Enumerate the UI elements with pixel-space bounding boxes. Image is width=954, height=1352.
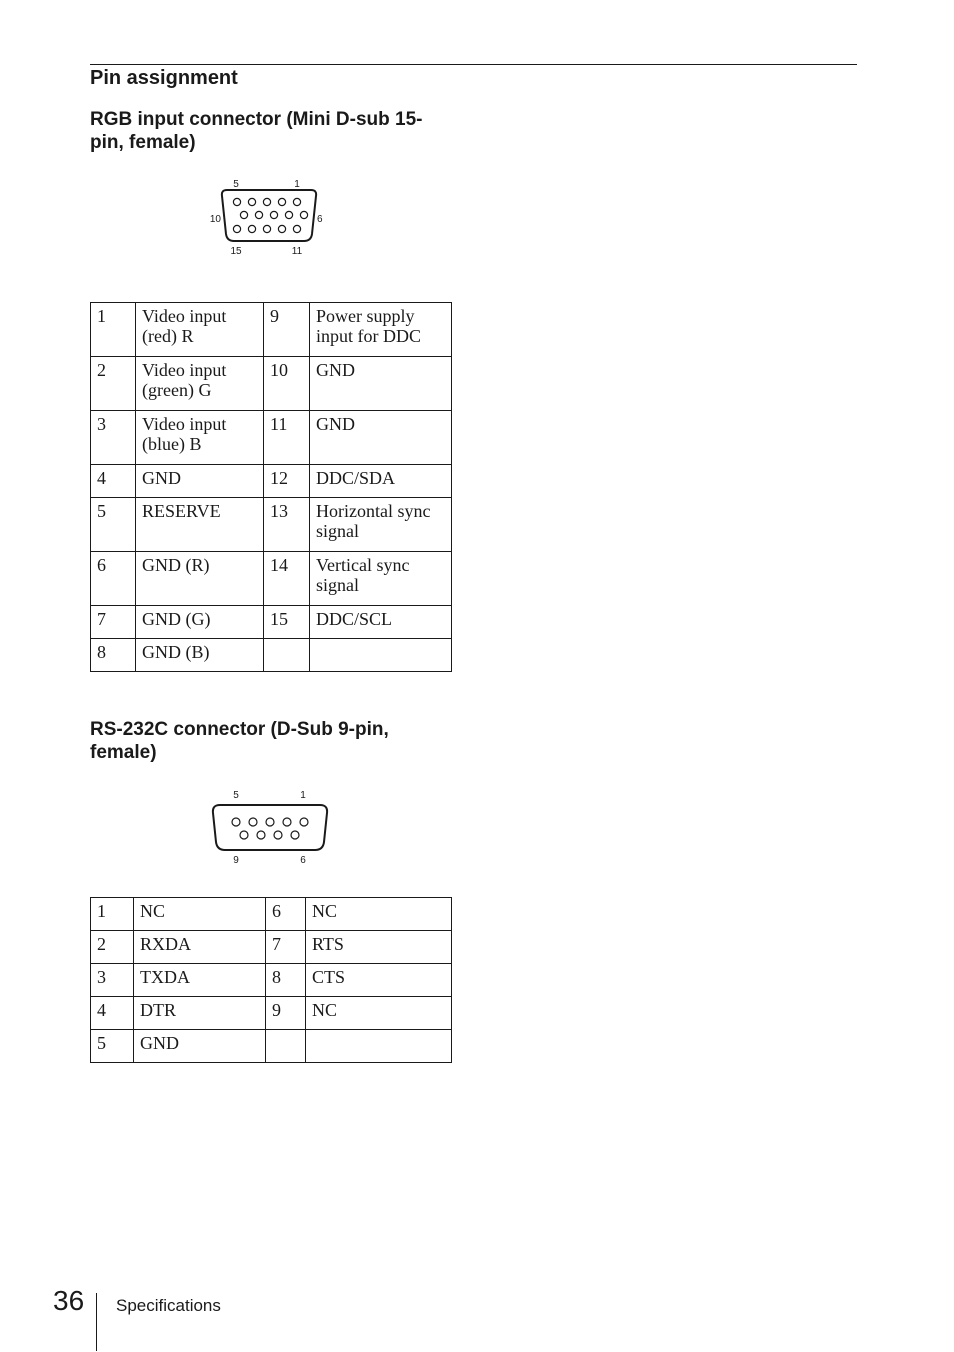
pin-signal: RTS [306, 931, 452, 964]
rgb-label-mid-right: 6 [317, 214, 323, 225]
pin-signal: Vertical sync signal [310, 552, 452, 606]
rgb-label-bottom-left: 15 [230, 246, 242, 257]
table-row [91, 1030, 452, 1063]
rs232c-pin-holes [232, 818, 308, 839]
pin-number: 1 [91, 303, 136, 357]
rs232c-connector-shell [213, 805, 327, 850]
rs232c-connector-diagram [200, 782, 340, 872]
rs232c-label-bottom-left: 9 [233, 855, 239, 866]
table-row [91, 931, 452, 964]
pin-number: 2 [91, 357, 136, 411]
pin-signal: DTR [134, 997, 266, 1030]
pin-number: 15 [264, 606, 310, 639]
pin-signal: Power supply input for DDC [310, 303, 452, 357]
rs232c-label-bottom-right: 6 [300, 855, 306, 866]
pin-number: 3 [91, 964, 134, 997]
pin-number: 8 [266, 964, 306, 997]
pin-signal: Video input (red) R [136, 303, 264, 357]
pin-signal: GND [310, 411, 452, 465]
table-row [91, 465, 452, 498]
pin-number: 13 [264, 498, 310, 552]
pin-signal: DDC/SCL [310, 606, 452, 639]
rs232c-label-top-left: 5 [233, 790, 239, 801]
pin-signal: CTS [306, 964, 452, 997]
rgb-connector-shell [222, 190, 316, 241]
pin-signal: GND (G) [136, 606, 264, 639]
rgb-label-mid-left: 10 [209, 214, 221, 225]
footer-divider [96, 1293, 97, 1351]
rs232c-connector-heading: RS-232C connector (D-Sub 9-pin, female) [90, 719, 389, 763]
pin-number [264, 639, 310, 672]
pin-signal: Video input (green) G [136, 357, 264, 411]
pin-signal: TXDA [134, 964, 266, 997]
pin-signal: Horizontal sync signal [310, 498, 452, 552]
rgb-label-top-left: 5 [233, 179, 239, 190]
rgb-pin-table [90, 302, 452, 672]
rs232c-pin-table [90, 897, 452, 1063]
pin-number: 10 [264, 357, 310, 411]
rgb-label-top-right: 1 [294, 179, 300, 190]
pin-number: 2 [91, 931, 134, 964]
pin-number: 4 [91, 465, 136, 498]
rgb-connector-diagram [200, 170, 340, 262]
page-number: 36 [53, 1285, 85, 1316]
pin-number: 12 [264, 465, 310, 498]
pin-number: 5 [91, 498, 136, 552]
pin-signal: GND [310, 357, 452, 411]
pin-number: 5 [91, 1030, 134, 1063]
pin-signal: NC [306, 997, 452, 1030]
pin-number: 9 [266, 997, 306, 1030]
pin-signal: GND [134, 1030, 266, 1063]
pin-signal: GND [136, 465, 264, 498]
pin-number: 7 [91, 606, 136, 639]
pin-number: 4 [91, 997, 134, 1030]
pin-number: 6 [91, 552, 136, 606]
pin-number: 1 [91, 898, 134, 931]
section-title: Pin assignment [90, 67, 238, 89]
rgb-label-bottom-right: 11 [291, 246, 303, 257]
pin-signal [306, 1030, 452, 1063]
rs232c-label-top-right: 1 [300, 790, 306, 801]
pin-signal: NC [306, 898, 452, 931]
pin-signal: NC [134, 898, 266, 931]
pin-signal: GND (R) [136, 552, 264, 606]
table-row [91, 898, 452, 931]
pin-signal [310, 639, 452, 672]
table-row [91, 303, 452, 357]
table-row [91, 498, 452, 552]
pin-number: 8 [91, 639, 136, 672]
pin-signal: GND (B) [136, 639, 264, 672]
pin-signal: RESERVE [136, 498, 264, 552]
pin-number: 14 [264, 552, 310, 606]
pin-signal: RXDA [134, 931, 266, 964]
footer-section-label: Specifications [116, 1296, 221, 1315]
table-row [91, 639, 452, 672]
pin-number [266, 1030, 306, 1063]
table-row [91, 964, 452, 997]
pin-number: 6 [266, 898, 306, 931]
pin-number: 11 [264, 411, 310, 465]
rgb-pin-holes [233, 198, 307, 232]
pin-signal: Video input (blue) B [136, 411, 264, 465]
rgb-connector-heading: RGB input connector (Mini D-sub 15-pin, female) [90, 109, 423, 153]
pin-number: 9 [264, 303, 310, 357]
table-row [91, 552, 452, 606]
table-row [91, 606, 452, 639]
table-row [91, 997, 452, 1030]
pin-number: 3 [91, 411, 136, 465]
pin-number: 7 [266, 931, 306, 964]
table-row [91, 357, 452, 411]
pin-signal: DDC/SDA [310, 465, 452, 498]
table-row [91, 411, 452, 465]
